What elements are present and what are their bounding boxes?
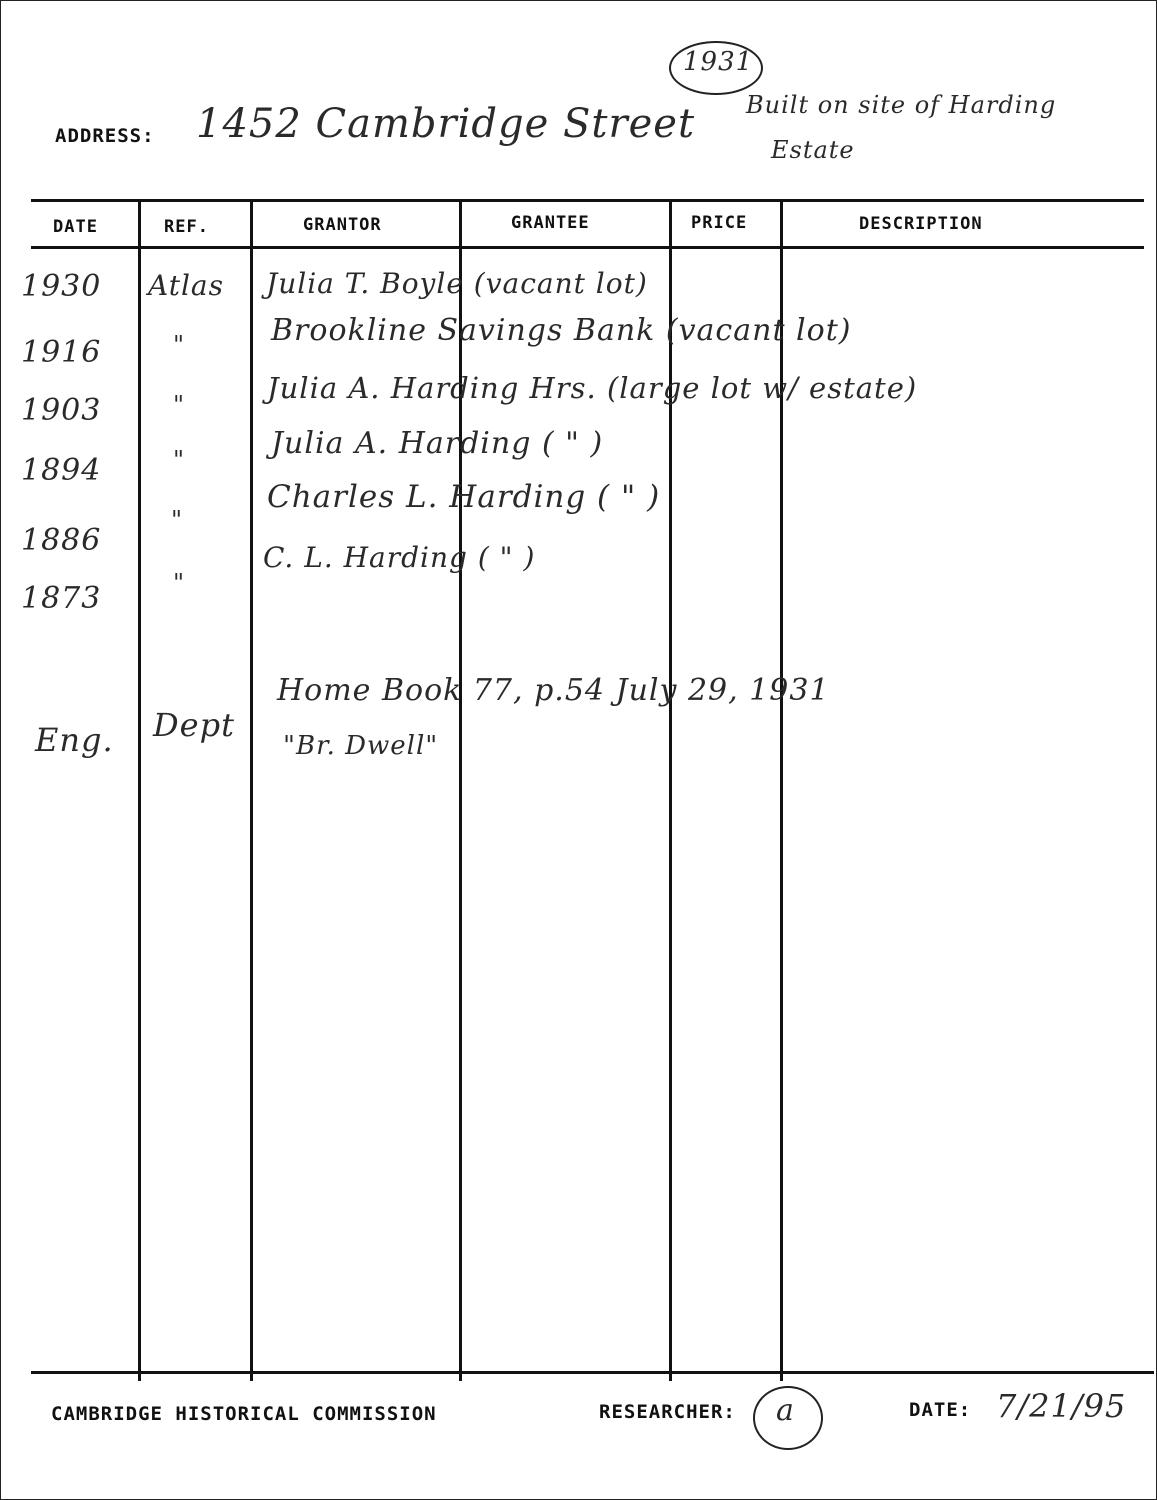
column-divider	[138, 201, 141, 1381]
row-date: 1916	[21, 335, 102, 370]
eng-row-entry: Home Book 77, p.54 July 29, 1931	[277, 673, 830, 708]
row-date: 1903	[21, 393, 102, 428]
column-divider	[250, 201, 253, 1381]
col-header-date: DATE	[53, 217, 98, 237]
col-header-grantee: GRANTEE	[511, 213, 590, 233]
researcher-label: RESEARCHER:	[599, 1401, 736, 1423]
eng-row-entry2: "Br. Dwell"	[283, 731, 439, 761]
row-entry: Julia T. Boyle (vacant lot)	[266, 267, 648, 300]
table-bottom-rule	[31, 1371, 1154, 1374]
row-entry: Julia A. Harding ( " )	[271, 426, 604, 461]
row-ref: "	[173, 446, 186, 474]
row-date: 1886	[21, 523, 102, 558]
row-ref: "	[173, 569, 186, 597]
row-ref: "	[173, 391, 186, 419]
row-ref: "	[173, 331, 186, 359]
row-date: 1873	[21, 581, 102, 616]
date-value: 7/21/95	[996, 1387, 1127, 1425]
col-header-grantor: GRANTOR	[303, 215, 382, 235]
row-ref: Atlas	[148, 269, 224, 302]
date-label: DATE:	[909, 1399, 972, 1421]
row-date: 1930	[21, 269, 102, 304]
note-line2: Estate	[771, 136, 855, 164]
table-header-rule	[31, 246, 1144, 249]
eng-row-ref: Dept	[153, 706, 235, 744]
year-circled: 1931	[683, 47, 754, 77]
table-top-rule	[31, 199, 1144, 202]
row-ref: "	[171, 506, 184, 534]
row-date: 1894	[21, 453, 102, 488]
eng-row-date: Eng.	[35, 721, 114, 759]
researcher-value: a	[776, 1393, 795, 1428]
row-entry: Charles L. Harding ( " )	[267, 479, 661, 515]
row-entry: Brookline Savings Bank (vacant lot)	[271, 313, 852, 348]
commission-name: CAMBRIDGE HISTORICAL COMMISSION	[51, 1403, 437, 1425]
address-value: 1452 Cambridge Street	[196, 101, 696, 147]
col-header-ref: REF.	[164, 217, 209, 237]
row-entry: Julia A. Harding Hrs. (large lot w/ estate)	[267, 371, 918, 405]
col-header-description: DESCRIPTION	[859, 214, 983, 234]
row-entry: C. L. Harding ( " )	[263, 541, 536, 574]
col-header-price: PRICE	[691, 213, 748, 233]
address-label: ADDRESS:	[55, 125, 155, 147]
note-line1: Built on site of Harding	[746, 91, 1057, 119]
